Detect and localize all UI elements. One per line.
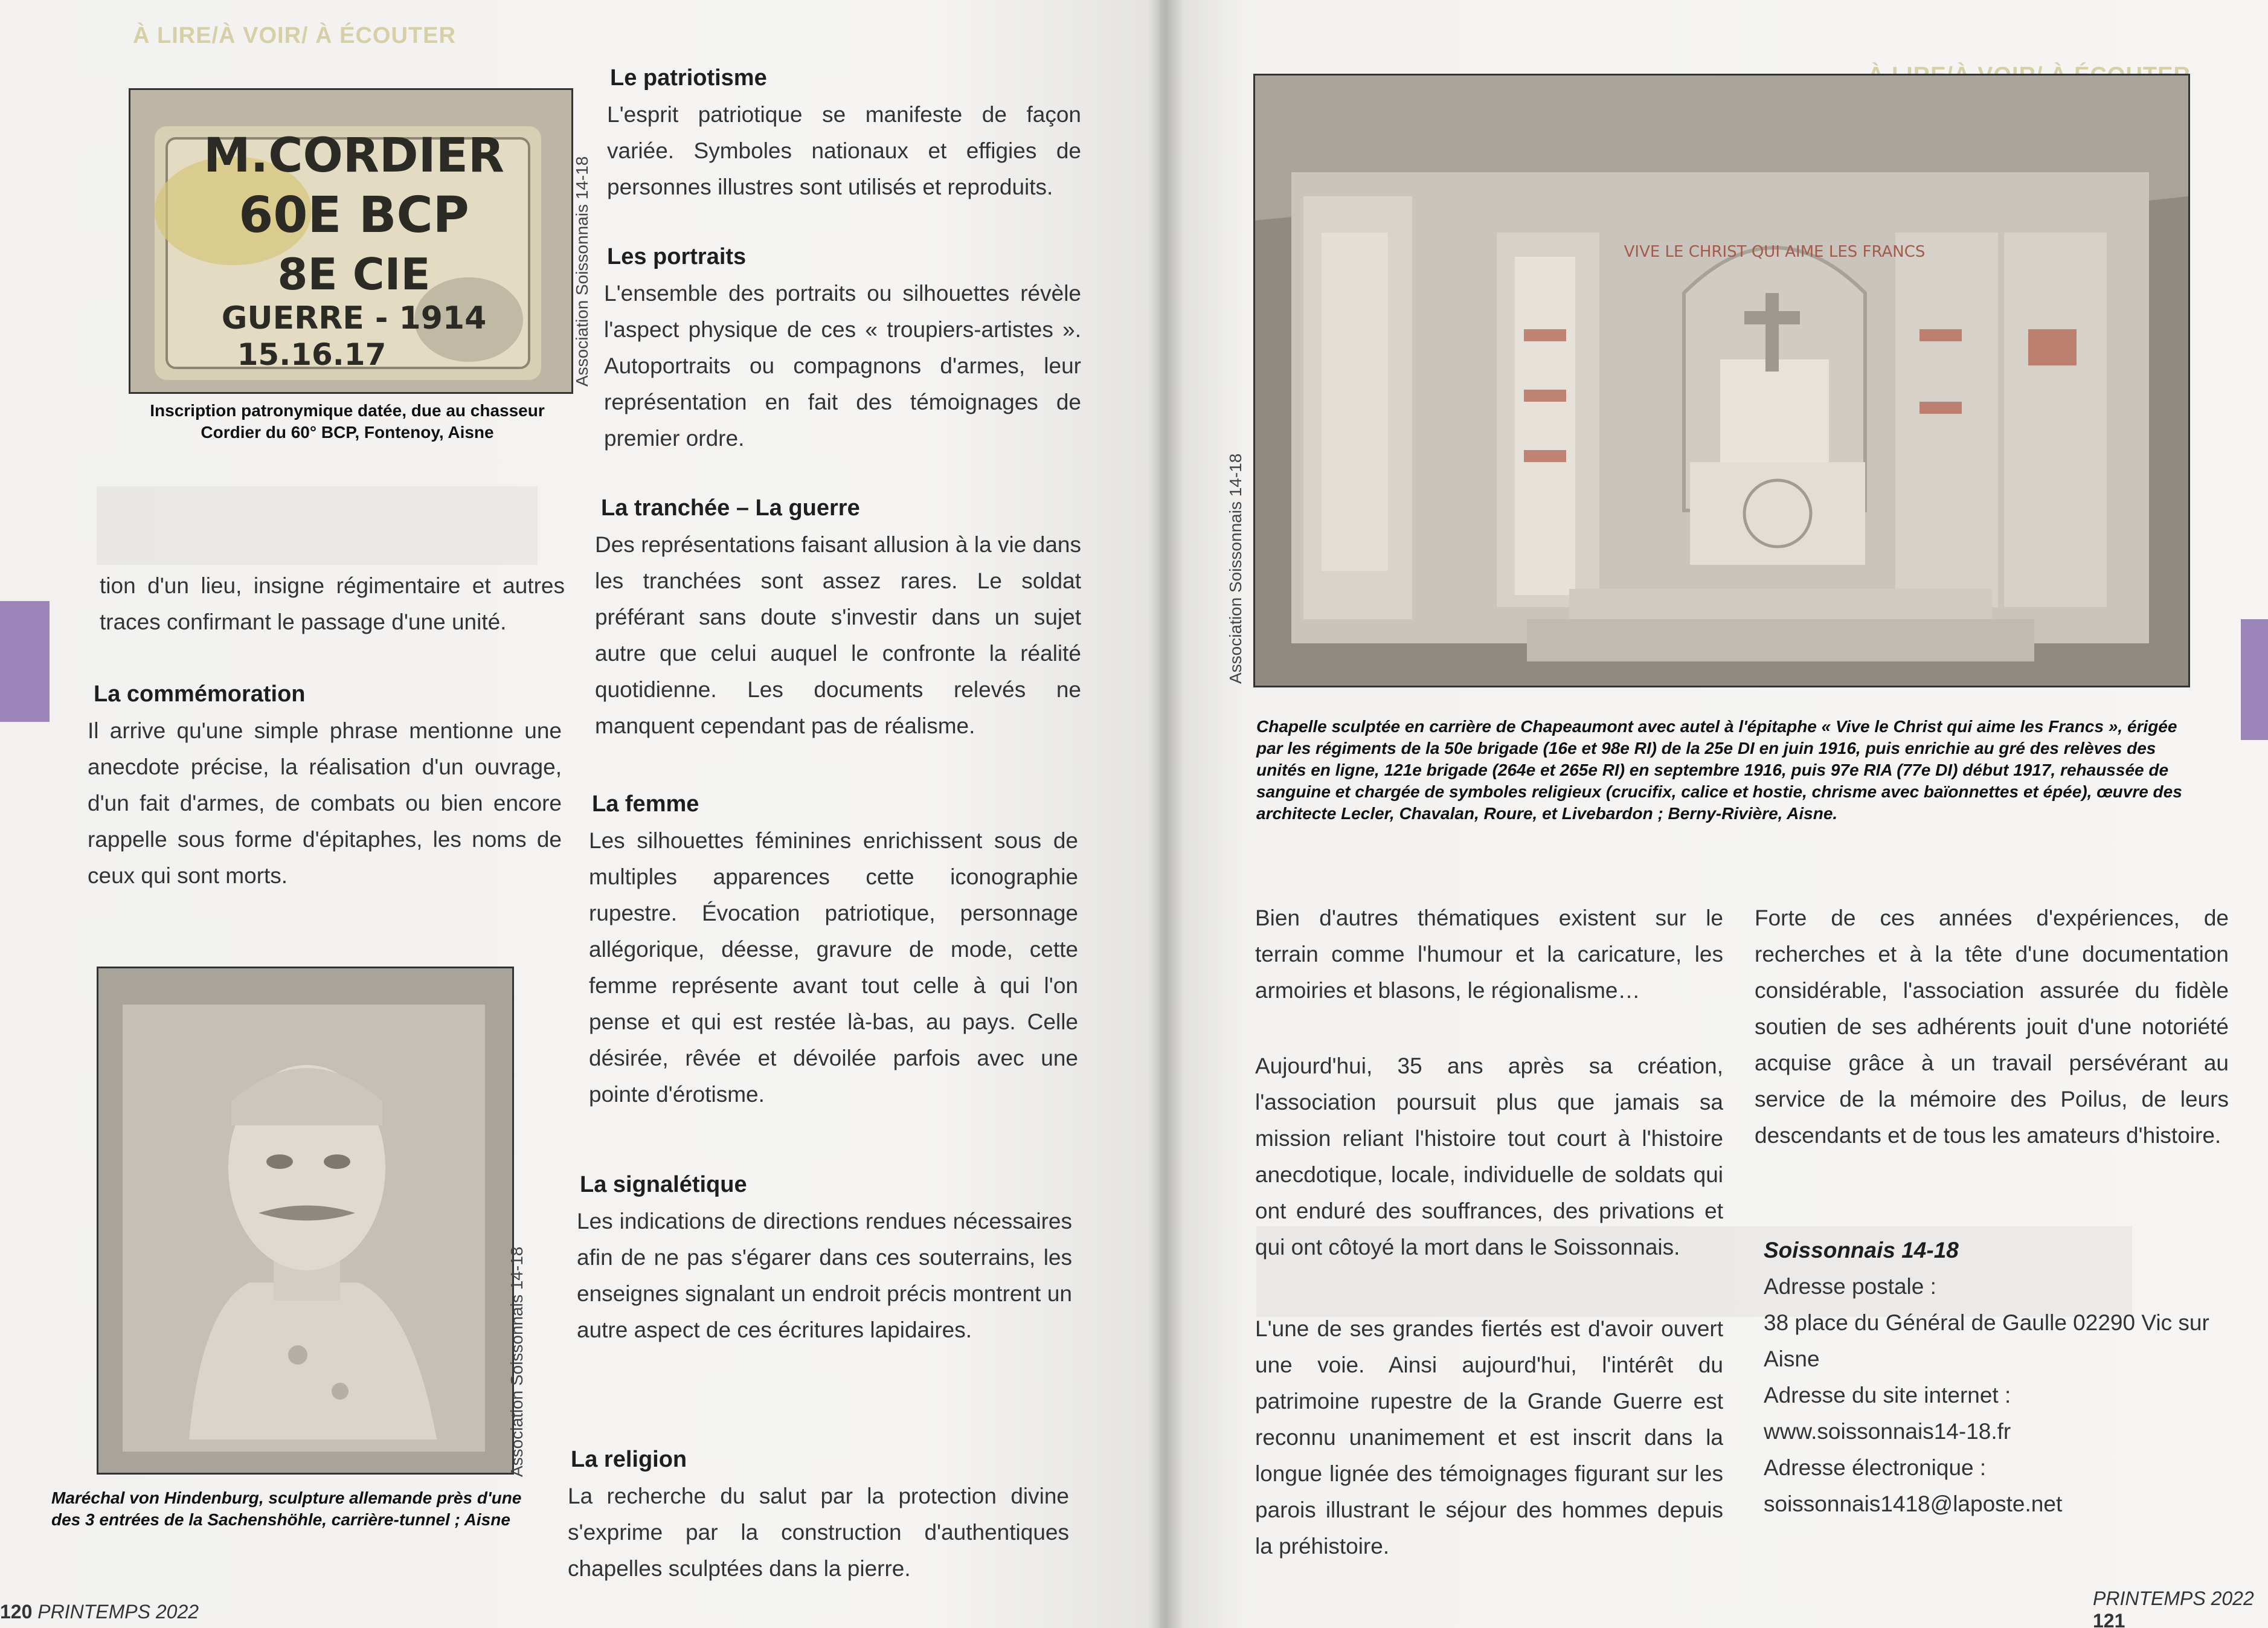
- photo-credit: Association Soissonnais 14-18: [1226, 453, 1245, 684]
- email-address: soissonnais1418@laposte.net: [1764, 1491, 2063, 1516]
- contact-block: [1764, 1232, 2247, 1522]
- site-url: www.soissonnais14-18.fr: [1764, 1419, 2011, 1444]
- tranchee-heading: La tranchée – La guerre: [601, 495, 860, 521]
- show-through-block: [97, 486, 538, 565]
- section-label: À LIRE/À VOIR/ À ÉCOUTER: [133, 23, 456, 48]
- left-folio: [0, 1601, 199, 1623]
- site-label: Adresse du site internet :: [1764, 1383, 2011, 1408]
- col2-paragraph-1: Forte de ces années d'expériences, de recherches et à la tête d'une documentation considérable, l'association assurée du fidèle soutien de ses adhérents jouit d'une notoriété acquise grâce à un travail persévérant au service de la mémoire des Poilus, de leurs descendants et de tous les amateurs d'histoire.: [1755, 906, 2229, 1148]
- photo1-caption: Inscription patronymique datée, due au chasseur Cordier du 60° BCP, Fontenoy, Aisne: [150, 401, 545, 442]
- chapel-caption: Chapelle sculptée en carrière de Chapeaumont avec autel à l'épitaphe « Vive le Christ qui aime les Francs », érigée par les régiments de la 50e brigade (16e et 98e RI) de la 25e DI en juin 1916, puis enrichie au gré des relèves des unités en ligne, 121e brigade (264e et 265e RI) en septembre 1916, puis 97e RIA (77e DI) début 1917, rehaussée de sanguine et chargée de symboles religieux (crucifix, calice et hostie, chrisme avec baïonnettes et épée), œuvre des architecte Lecler, Chavalan, Roure, et Livebardon ; Berny-Rivière, Aisne.: [1256, 717, 2182, 823]
- season-label: PRINTEMPS 2022: [2093, 1588, 2254, 1609]
- femme-heading: La femme: [592, 791, 699, 817]
- postal-label: Adresse postale :: [1764, 1274, 1936, 1299]
- page-number: 120: [0, 1601, 33, 1623]
- section-tab: [2241, 619, 2268, 740]
- season-label: PRINTEMPS 2022: [37, 1601, 199, 1623]
- religion-heading: La religion: [571, 1447, 687, 1472]
- book-gutter: [1148, 0, 1184, 1628]
- engraving-line-5: 15.16.17: [237, 337, 387, 372]
- signaletique-heading: La signalétique: [580, 1172, 747, 1197]
- chapel-photo: [1253, 74, 2190, 687]
- engraving-line-1: M.CORDIER: [204, 129, 504, 183]
- intro-paragraph: tion d'un lieu, insigne régimentaire et autres traces confirmant le passage d'une unité.: [100, 573, 565, 634]
- portraits-heading: Les portraits: [607, 244, 747, 269]
- col1-paragraph-3: L'une de ses grandes fiertés est d'avoir ouvert une voie. Ainsi aujourd'hui, l'intérêt du patrimoine rupestre de la Grande Guerre est reconnu unanimement et est inscrit dans la longue lignée des témoignages figurant sur les parois illustrant le séjour des hommes depuis la préhistoire.: [1255, 1316, 1723, 1559]
- tranchee-paragraph: Des représentations faisant allusion à la vie dans les tranchées sont assez rares. Le soldat préférant sans doute s'investir dans un sujet autre que celui auquel le confronte la réalité quotidienne. Les documents relevés ne manquent cependant pas de réalisme.: [595, 532, 1081, 738]
- cordier-inscription-photo: [129, 88, 573, 394]
- section-tab: [0, 601, 50, 722]
- commemoration-heading: La commémoration: [94, 681, 306, 707]
- engraving-line-3: 8E CIE: [277, 249, 431, 300]
- hindenburg-photo: [97, 967, 514, 1475]
- right-page: [1160, 0, 2268, 1628]
- signaletique-paragraph: Les indications de directions rendues nécessaires afin de ne pas s'égarer dans ces souterrains, les enseignes signalant un endroit précis montrent un autre aspect de ces écritures lapidaires.: [577, 1209, 1072, 1342]
- photo-credit: Association Soissonnais 14-18: [507, 1246, 526, 1477]
- page-number: 121: [2093, 1610, 2125, 1628]
- contact-org: Soissonnais 14-18: [1764, 1238, 1959, 1263]
- commemoration-paragraph: Il arrive qu'une simple phrase mentionne une anecdote précise, la réalisation d'un ouvrage, d'un fait d'armes, de combats ou bien encore rappelle sous forme d'épitaphes, les noms de ceux qui sont morts.: [88, 718, 562, 888]
- right-folio: [2093, 1588, 2268, 1628]
- portraits-paragraph: L'ensemble des portraits ou silhouettes révèle l'aspect physique de ces « troupiers-artistes ». Autoportraits ou compagnons d'armes, leur représentation en fait des témoignages de premier ordre.: [604, 281, 1081, 451]
- femme-paragraph: Les silhouettes féminines enrichissent sous de multiples apparences cette iconographie rupestre. Évocation patriotique, personnage allégorique, déesse, gravure de mode, cette femme représente avant tout celle à qui l'on pense et qui est restée là-bas, au pays. Celle désirée, rêvée et dévoilée parfois avec une pointe d'érotisme.: [589, 828, 1078, 1107]
- engraving-line-2: 60E BCP: [239, 187, 469, 244]
- col1-paragraph-2: Aujourd'hui, 35 ans après sa création, l'association poursuit plus que jamais sa mission reliant l'histoire tout court à l'histoire anecdotique, locale, individuelle de soldats qui ont enduré des souffrances, des privations et qui ont côtoyé la mort dans le Soissonnais.: [1255, 1054, 1723, 1260]
- col1-paragraph-1: Bien d'autres thématiques existent sur le terrain comme l'humour et la caricature, les armoiries et blasons, le régionalisme…: [1255, 906, 1723, 1003]
- chapel-inscription: VIVE LE CHRIST QUI AIME LES FRANCS: [1624, 243, 1926, 261]
- engraving-line-4: GUERRE - 1914: [221, 300, 487, 336]
- photo-credit: Association Soissonnais 14-18: [573, 156, 591, 387]
- patriotisme-paragraph: L'esprit patriotique se manifeste de façon variée. Symboles nationaux et effigies de personnes illustres sont utilisés et reproduits.: [607, 102, 1081, 199]
- photo2-caption: Maréchal von Hindenburg, sculpture allemande près d'une des 3 entrées de la Sachenshöhle, carrière-tunnel ; Aisne: [51, 1488, 522, 1529]
- email-label: Adresse électronique :: [1764, 1455, 1987, 1480]
- patriotisme-heading: Le patriotisme: [610, 65, 767, 91]
- religion-paragraph: La recherche du salut par la protection divine s'exprime par la construction d'authentiques chapelles sculptées dans la pierre.: [568, 1484, 1069, 1581]
- postal-address: 38 place du Général de Gaulle 02290 Vic sur Aisne: [1764, 1310, 2209, 1371]
